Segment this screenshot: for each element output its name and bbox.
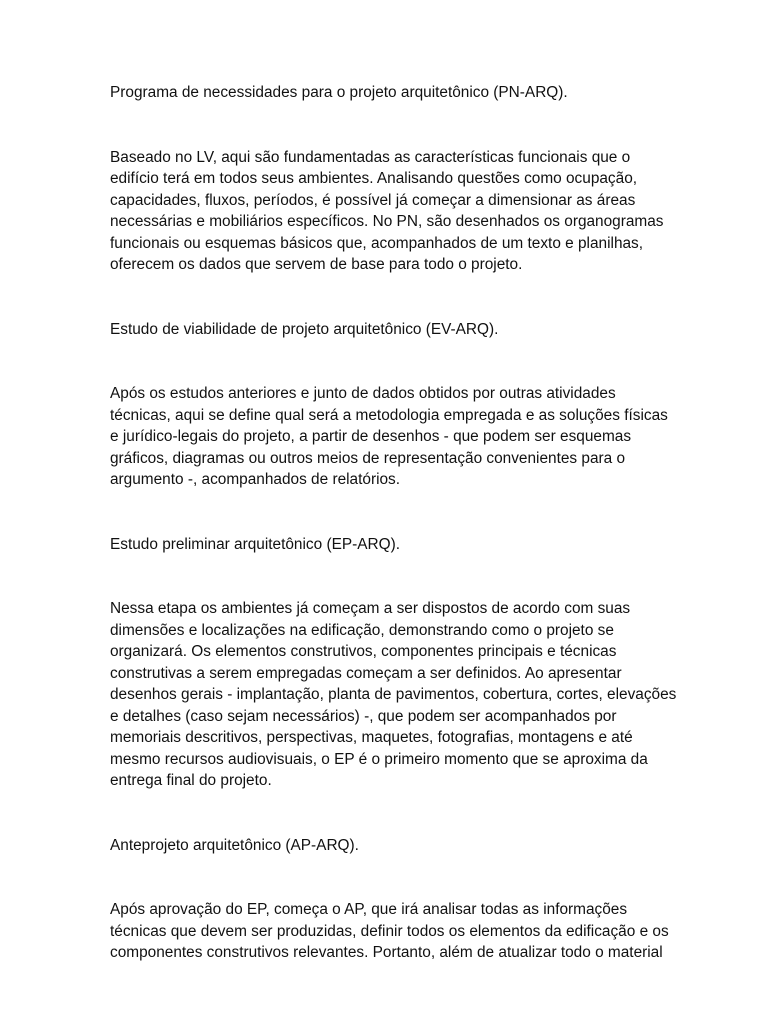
paragraph-line: necessárias e mobiliários específicos. No PN, são desenhados os organogramas bbox=[110, 213, 664, 230]
paragraph-line: e detalhes (caso sejam necessários) -, que podem ser acompanhados por bbox=[110, 707, 617, 725]
section-heading: Programa de necessidades para o projeto arquitetônico (PN-ARQ). bbox=[110, 84, 568, 101]
paragraph-line: Após os estudos anteriores e junto de dados obtidos por outras atividades bbox=[110, 385, 616, 402]
section-paragraph bbox=[110, 383, 668, 491]
paragraph-line: oferecem os dados que servem de base para todo o projeto. bbox=[110, 256, 523, 273]
paragraph-line: Baseado no LV, aqui são fundamentadas as características funcionais que o bbox=[110, 148, 631, 166]
paragraph-line: capacidades, fluxos, períodos, é possível já começar a dimensionar as áreas bbox=[110, 191, 636, 209]
paragraph-line: e jurídico-legais do projeto, a partir de desenhos - que podem ser esquemas bbox=[110, 428, 632, 445]
paragraph-line: gráficos, diagramas ou outros meios de representação convenientes para o bbox=[110, 449, 626, 467]
paragraph-line: dimensões e localizações na edificação, demonstrando como o projeto se bbox=[110, 621, 614, 639]
paragraph-line: memoriais descritivos, perspectivas, maquetes, fotografias, montagens e até bbox=[110, 729, 633, 746]
paragraph-line: Após aprovação do EP, começa o AP, que irá analisar todas as informações bbox=[110, 901, 628, 918]
section-heading: Estudo de viabilidade de projeto arquitetônico (EV-ARQ). bbox=[110, 320, 499, 338]
paragraph-line: componentes construtivos relevantes. Portanto, além de atualizar todo o material bbox=[110, 944, 663, 961]
paragraph-line: construtivas a serem empregadas começam a ser definidos. Ao apresentar bbox=[110, 664, 622, 682]
paragraph-line: desenhos gerais - implantação, planta de pavimentos, cobertura, cortes, elevações bbox=[110, 686, 677, 703]
paragraph-line: Nessa etapa os ambientes já começam a ser dispostos de acordo com suas bbox=[110, 600, 631, 617]
paragraph-line: organizará. Os elementos construtivos, componentes principais e técnicas bbox=[110, 643, 617, 660]
paragraph-line: argumento -, acompanhados de relatórios. bbox=[110, 471, 401, 488]
section-paragraph bbox=[110, 147, 664, 276]
paragraph-line: funcionais ou esquemas básicos que, acompanhados de um texto e planilhas, bbox=[110, 234, 644, 252]
paragraph-line: edifício terá em todos seus ambientes. Analisando questões como ocupação, bbox=[110, 170, 638, 187]
paragraph-line: técnicas que devem ser produzidas, definir todos os elementos da edificação e os bbox=[110, 922, 669, 940]
section-paragraph bbox=[110, 899, 669, 964]
section-heading: Estudo preliminar arquitetônico (EP-ARQ). bbox=[110, 535, 400, 553]
paragraph-line: técnicas, aqui se define qual será a metodologia empregada e as soluções físicas bbox=[110, 406, 668, 424]
paragraph-line: entrega final do projeto. bbox=[110, 772, 272, 789]
document-page bbox=[110, 82, 677, 1007]
paragraph-line: mesmo recursos audiovisuais, o EP é o primeiro momento que se aproxima da bbox=[110, 750, 648, 768]
section-heading: Anteprojeto arquitetônico (AP-ARQ). bbox=[110, 836, 359, 854]
section-paragraph bbox=[110, 598, 677, 792]
